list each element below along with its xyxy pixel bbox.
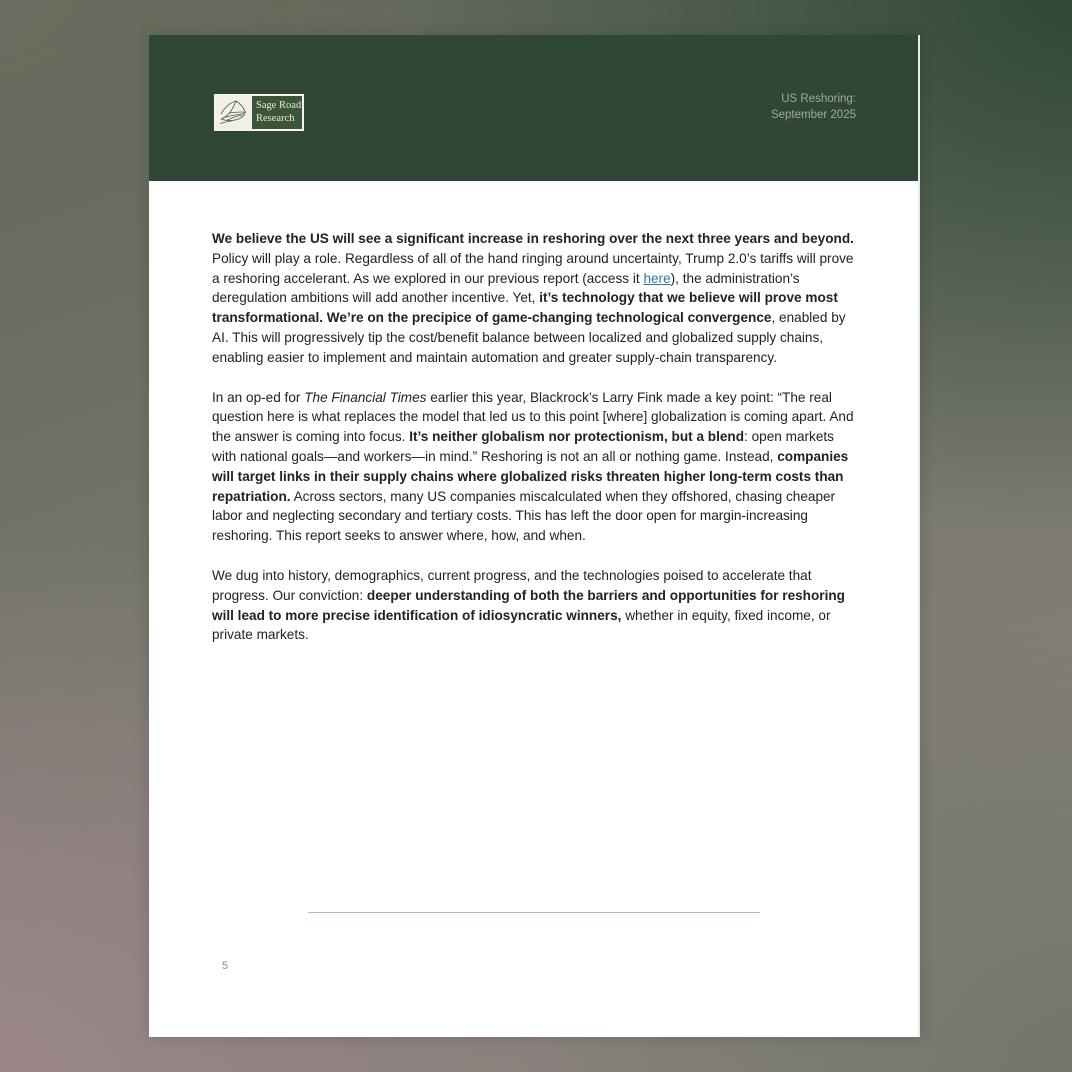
page-number: 5 [222,960,229,972]
report-date: September 2025 [770,108,856,121]
text-run: it’s technology that we believe will prove most transformational. We’re on the precipice of game-changing technological convergence [212,290,838,326]
text-run: ), the administration’s deregulation ambitions will add another incentive. Yet, [212,270,800,306]
sage-leaf-icon [216,96,252,129]
report-title-block [771,92,856,123]
text-run: companies will target links in their supply chains where globalized risks threaten higher long-term costs than repatriation. [212,448,849,504]
text-run: whether in equity, fixed income, or private markets. [212,607,831,643]
text-run: deeper understanding of both the barriers and opportunities for reshoring will lead to more precise identification of idiosyncratic winners, [212,587,845,623]
document-page [149,35,920,1037]
text-run: earlier this year, Blackrock’s Larry Fink made a key point: “The real question here is what replaces the model that led us to this point [where] globalization is coming apart. And the answer is coming into focus. [212,389,854,445]
body-paragraph [212,388,858,546]
text-run: Across sectors, many US companies miscalculated when they offshored, chasing cheaper labor and neglecting secondary and tertiary costs. This has left the door open for margin-increasing reshoring. This report seeks to answer where, how, and when. [212,488,836,544]
footnote-divider [308,912,760,913]
logo-line1: Sage Road [256,100,302,111]
text-run: We dug into history, demographics, current progress, and the technologies poised to accelerate that progress. Our conviction: [212,567,812,603]
report-here-link[interactable]: here [643,270,671,286]
text-run: The Financial Times [304,389,427,405]
logo-wordmark [252,96,302,129]
text-run: It’s neither globalism nor protectionism, but a blend [409,429,745,445]
logo-line2: Research [256,112,295,124]
text-run: , enabled by AI. This will progressively tip the cost/benefit balance between localized and globalized supply chains, enabling easier to implement and maintain automation and greater supply-chain transparency. [212,310,846,365]
report-title: US Reshoring: [781,93,856,105]
text-run: : open markets with national goals—and workers—in mind.” Reshoring is not an all or nothing game. Instead, [212,429,834,464]
body-paragraph [212,566,858,645]
report-header [149,35,918,181]
sage-road-logo [214,94,304,131]
body-paragraph [212,229,858,368]
text-run: We believe the US will see a significant increase in reshoring over the next three years and beyond. [212,231,854,246]
report-body [149,181,918,645]
text-run: Policy will play a role. Regardless of all of the hand ringing around uncertainty, Trump 2.0’s tariffs will prove a reshoring accelerant. As we explored in our previous report (access it [212,250,854,286]
text-run: In an op-ed for [212,389,305,405]
